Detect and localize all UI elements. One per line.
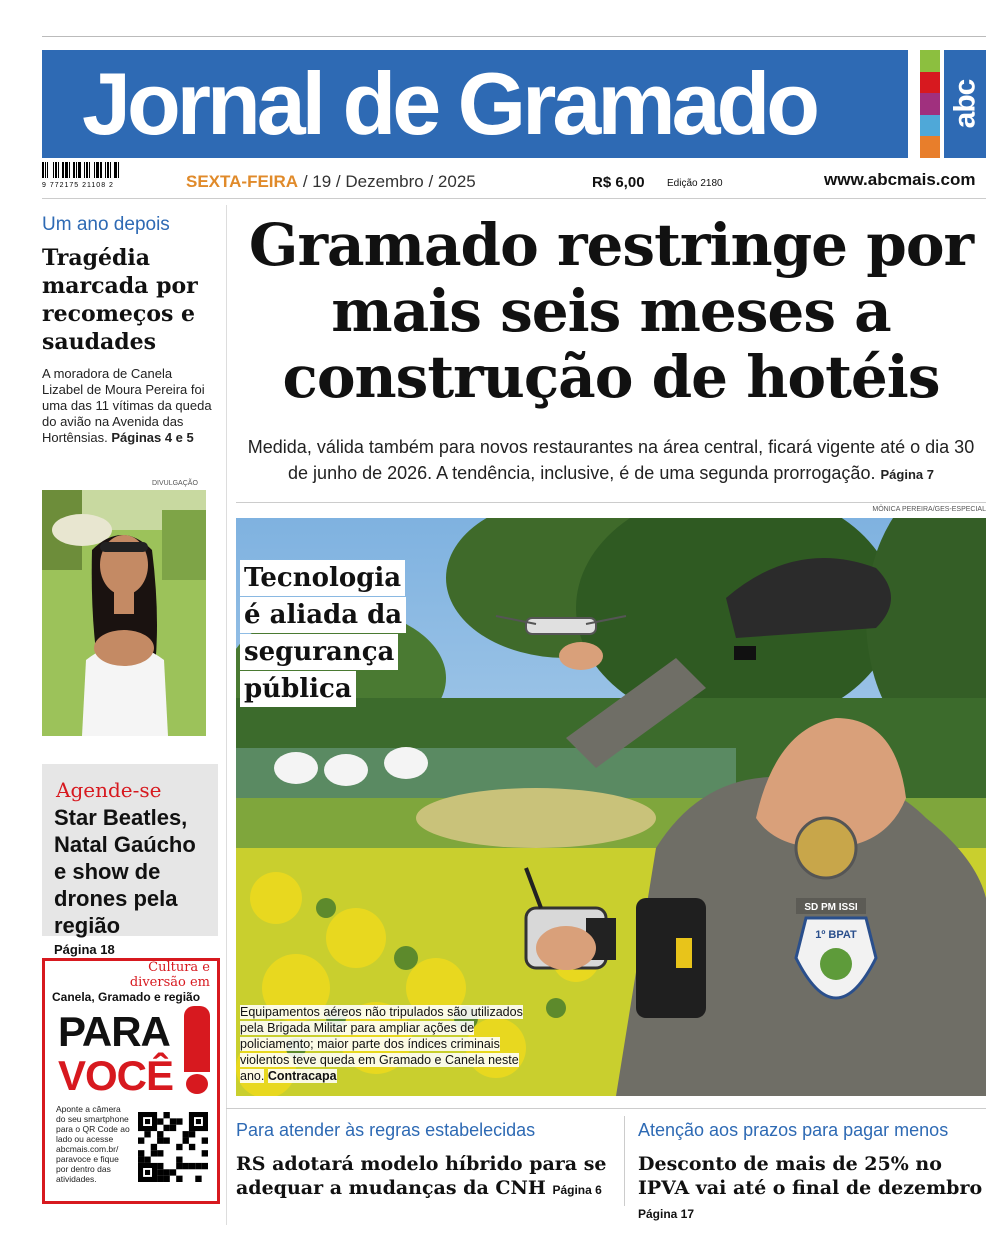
- para-voce-region: Canela, Gramado e região: [52, 990, 201, 1004]
- barcode-bar: [55, 162, 57, 178]
- caption-text: Equipamentos aéreos não tripulados são utilizados pela Brigada Militar para ampliar ações de policiamento; maior parte dos índices criminais violentos teve queda em Gramado e Canela neste ano.: [240, 1005, 523, 1083]
- barcode-bar: [47, 162, 48, 178]
- sidebar-kicker: Um ano depois: [42, 214, 170, 235]
- dateline: [186, 172, 476, 192]
- bottom-left-headline-text: RS adotará modelo híbrido para se adequar a mudanças da CNH: [236, 1153, 607, 1199]
- barcode-bar: [86, 162, 88, 178]
- main-headline[interactable]: Gramado restringe por mais seis meses a construção de hotéis: [248, 211, 974, 411]
- bottom-right-headline[interactable]: [638, 1152, 986, 1226]
- woman-portrait-image: [42, 490, 206, 736]
- barcode-bar: [78, 162, 81, 178]
- weekday: SEXTA-FEIRA: [186, 172, 299, 191]
- sidebar-text: [42, 366, 214, 446]
- barcode-bar: [42, 162, 44, 178]
- barcode: [42, 162, 142, 182]
- photo-title-line: Tecnologia: [240, 560, 405, 596]
- bottom-right-page[interactable]: Página 17: [638, 1207, 695, 1221]
- bottom-left-page[interactable]: Página 6: [552, 1183, 602, 1197]
- bottom-right-kicker: Atenção aos prazos para pagar menos: [638, 1120, 949, 1140]
- photo-title: [240, 560, 406, 708]
- abc-color-strip: [920, 50, 940, 158]
- para-voce-text: Aponte a câmera do seu smartphone para o QR Code ao lado ou acesse abcmais.com.br/ paravoce e fique por dentro das atividades.: [56, 1104, 130, 1184]
- para-voce-title-2: VOCÊ: [58, 1052, 174, 1099]
- top-rule: [42, 36, 986, 37]
- barcode-bar: [73, 162, 75, 178]
- barcode-bar: [96, 162, 99, 178]
- bottom-right-headline-text: Desconto de mais de 25% no IPVA vai até o final de dezembro: [638, 1153, 983, 1199]
- exclamation-dot: [186, 1074, 208, 1094]
- sidebar-body: A moradora de Canela Lizabel de Moura Pereira foi uma das 11 vítimas da queda do avião na Avenida das Hortênsias.: [42, 366, 212, 445]
- barcode-bar: [114, 162, 117, 178]
- masthead[interactable]: [42, 50, 908, 158]
- barcode-bar: [107, 162, 109, 178]
- barcode-bar: [94, 162, 95, 178]
- barcode-bar: [84, 162, 85, 178]
- sidebar-pages[interactable]: Páginas 4 e 5: [111, 430, 194, 445]
- barcode-bar: [105, 162, 106, 178]
- barcode-bar: [118, 162, 119, 178]
- bottom-left-kicker: Para atender às regras estabelecidas: [236, 1120, 536, 1140]
- main-photo-credit: MÔNICA PEREIRA/GES-ESPECIAL: [872, 506, 986, 513]
- abc-logo-text: abc: [948, 79, 982, 129]
- divider: [226, 1108, 986, 1109]
- photo-title-line: pública: [240, 671, 356, 707]
- date: / 19 / Dezembro / 2025: [302, 172, 476, 191]
- para-voce-kicker: Cultura e diversão em: [129, 960, 210, 990]
- barcode-bar: [53, 162, 54, 178]
- barcode-bar: [45, 162, 46, 178]
- barcode-bar: [89, 162, 90, 178]
- main-page[interactable]: Página 7: [880, 467, 934, 482]
- main-deck: [236, 434, 986, 488]
- abc-logo[interactable]: [944, 50, 986, 158]
- patch-unit: 1º BPAT: [815, 929, 857, 941]
- barcode-bar: [69, 162, 70, 178]
- caption-page[interactable]: Contracapa: [267, 1069, 337, 1083]
- qr-code-icon[interactable]: [138, 1112, 208, 1182]
- site-link[interactable]: www.abcmais.com: [824, 170, 976, 189]
- barcode-bar: [65, 162, 68, 178]
- divider: [42, 198, 986, 199]
- sidebar-photo[interactable]: [42, 490, 206, 736]
- barcode-bar: [58, 162, 59, 178]
- price: R$ 6,00: [592, 174, 645, 191]
- photo-caption: [240, 1004, 530, 1084]
- sidebar-photo-credit: DIVULGAÇÃO: [152, 480, 198, 487]
- photo-title-line: segurança: [240, 634, 398, 670]
- barcode-bar: [110, 162, 111, 178]
- edition: Edição 2180: [667, 178, 723, 189]
- barcode-bar: [62, 162, 64, 178]
- main-deck-text: Medida, válida também para novos restaurantes na área central, ficará vigente até o dia 30 de junho de 2026. A tendência, inclusive, é de uma segunda prorrogação.: [247, 437, 975, 483]
- sidebar-headline[interactable]: Tragédia marcada por recomeços e saudades: [42, 245, 198, 355]
- strip-color: [920, 50, 940, 72]
- agenda-headline[interactable]: Star Beatles, Natal Gaúcho e show de drones pela região: [54, 805, 196, 938]
- agenda-kicker: Agende-se: [56, 778, 162, 802]
- column-divider: [226, 205, 227, 1225]
- masthead-title: Jornal de Gramado: [82, 54, 817, 153]
- barcode-number: 9 772175 21108 2: [42, 182, 114, 189]
- para-voce-title-1: PARA: [58, 1008, 170, 1055]
- strip-color: [920, 93, 940, 115]
- divider: [236, 502, 986, 503]
- patch-name: SD PM ISSI: [804, 902, 858, 913]
- photo-title-line: é aliada da: [240, 597, 406, 633]
- barcode-bar: [76, 162, 77, 178]
- strip-color: [920, 72, 940, 94]
- agenda-page[interactable]: Página 18: [54, 942, 115, 957]
- strip-color: [920, 115, 940, 137]
- bottom-left-headline[interactable]: [236, 1152, 616, 1202]
- barcode-bar: [100, 162, 102, 178]
- column-divider: [624, 1116, 625, 1206]
- strip-color: [920, 136, 940, 158]
